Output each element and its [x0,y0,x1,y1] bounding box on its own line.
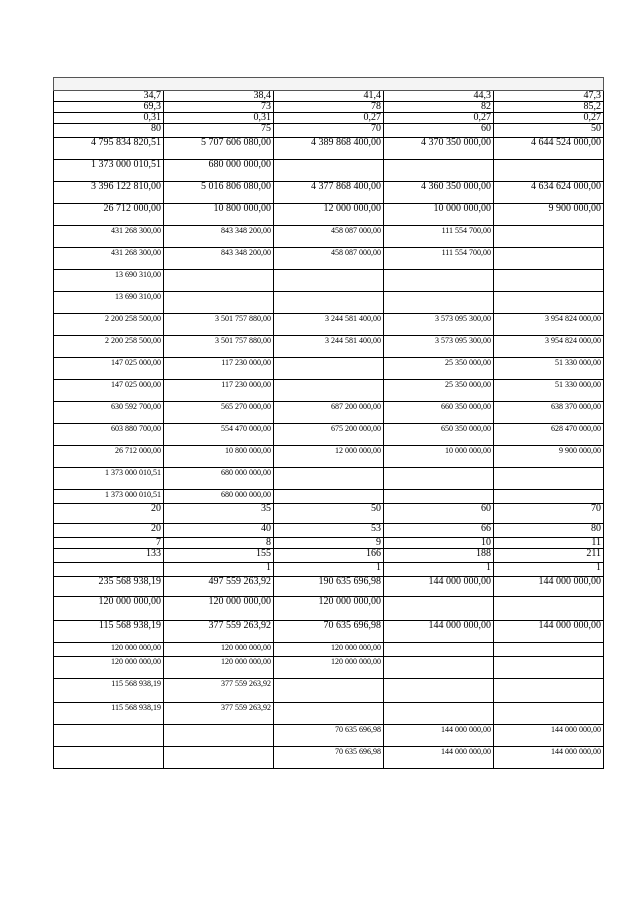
table-row [54,292,604,314]
table-cell: 5 707 606 080,00 [164,138,274,160]
table-cell: 20 [54,504,164,524]
table-cell: 10 [384,538,494,549]
table-cell: 3 396 122 810,00 [54,182,164,204]
table-cell: 565 270 000,00 [164,402,274,424]
table-cell: 144 000 000,00 [494,725,604,747]
table-cell: 458 087 000,00 [274,248,384,270]
table-cell [384,270,494,292]
table-cell: 1 [494,563,604,577]
table-cell: 4 360 350 000,00 [384,182,494,204]
table-cell: 2 200 258 500,00 [54,314,164,336]
table-cell: 3 573 095 300,00 [384,336,494,358]
table-cell: 377 559 263,92 [164,703,274,725]
table-cell: 630 592 700,00 [54,402,164,424]
table-cell: 660 350 000,00 [384,402,494,424]
table-row [54,102,604,113]
table-cell: 120 000 000,00 [54,643,164,657]
table-cell: 115 568 938,19 [54,621,164,643]
table-cell: 10 000 000,00 [384,446,494,468]
table-cell: 0,27 [494,113,604,124]
table-cell: 111 554 700,00 [384,248,494,270]
table-cell: 51 330 000,00 [494,358,604,380]
table-cell: 0,31 [54,113,164,124]
table-cell: 144 000 000,00 [494,747,604,769]
table-cell: 13 690 310,00 [54,270,164,292]
table-cell: 51 330 000,00 [494,380,604,402]
table-cell: 3 501 757 880,00 [164,314,274,336]
table-cell: 25 350 000,00 [384,380,494,402]
table-cell: 26 712 000,00 [54,204,164,226]
table-cell [494,270,604,292]
table-cell: 843 348 200,00 [164,248,274,270]
table-cell: 9 [274,538,384,549]
table-cell: 431 268 300,00 [54,226,164,248]
table-row [54,204,604,226]
table-cell: 120 000 000,00 [274,597,384,621]
table-cell: 4 795 834 820,51 [54,138,164,160]
table-row [54,160,604,182]
table-cell: 120 000 000,00 [54,597,164,621]
table-cell: 34,7 [54,91,164,102]
table-row [54,446,604,468]
table-cell: 115 568 938,19 [54,703,164,725]
table-cell [494,657,604,679]
table-cell: 144 000 000,00 [384,747,494,769]
table-row [54,226,604,248]
table-cell: 25 350 000,00 [384,358,494,380]
table-cell: 60 [384,504,494,524]
table-row [54,549,604,563]
table-cell: 66 [384,524,494,538]
table-cell: 4 370 350 000,00 [384,138,494,160]
table-cell: 4 634 624 000,00 [494,182,604,204]
table-cell: 155 [164,549,274,563]
table-cell [494,468,604,490]
table-cell: 0,27 [384,113,494,124]
table-row [54,424,604,446]
table-cell: 2 200 258 500,00 [54,336,164,358]
table-cell: 120 000 000,00 [164,597,274,621]
table-cell: 166 [274,549,384,563]
table-cell: 120 000 000,00 [274,643,384,657]
table-cell: 1 [384,563,494,577]
table-cell [274,292,384,314]
table-cell: 9 900 000,00 [494,446,604,468]
table-cell [164,270,274,292]
table-cell [494,160,604,182]
table-cell [494,643,604,657]
table-cell: 147 025 000,00 [54,380,164,402]
table-cell [274,468,384,490]
table-cell: 3 954 824 000,00 [494,336,604,358]
table-cell [274,270,384,292]
table-cell [274,380,384,402]
table-row [54,725,604,747]
table-cell: 1 [164,563,274,577]
table-cell: 120 000 000,00 [54,657,164,679]
table-cell: 3 573 095 300,00 [384,314,494,336]
table-cell: 4 377 868 400,00 [274,182,384,204]
table-cell: 50 [494,124,604,138]
table-cell: 44,3 [384,91,494,102]
table-row [54,358,604,380]
table-row [54,314,604,336]
table-cell: 38,4 [164,91,274,102]
table-cell: 40 [164,524,274,538]
table-cell: 70 635 696,98 [274,725,384,747]
table-cell: 117 230 000,00 [164,358,274,380]
table-cell [384,160,494,182]
table-cell: 53 [274,524,384,538]
table-cell: 1 [274,563,384,577]
table-cell: 73 [164,102,274,113]
table-cell: 70 [494,504,604,524]
table-cell [384,703,494,725]
table-cell [494,679,604,703]
table-cell: 1 373 000 010,51 [54,160,164,182]
table-cell: 377 559 263,92 [164,621,274,643]
table-cell: 20 [54,524,164,538]
table-cell: 144 000 000,00 [384,621,494,643]
table-cell: 1 373 000 010,51 [54,490,164,504]
table-cell: 82 [384,102,494,113]
table-cell [274,490,384,504]
table-cell: 12 000 000,00 [274,204,384,226]
table-cell: 144 000 000,00 [494,577,604,597]
table-cell [164,292,274,314]
table-cell: 4 644 524 000,00 [494,138,604,160]
table-cell [164,725,274,747]
table-cell [494,597,604,621]
table-cell: 7 [54,538,164,549]
table-cell: 458 087 000,00 [274,226,384,248]
table-row [54,490,604,504]
table-cell: 80 [54,124,164,138]
table-cell: 843 348 200,00 [164,226,274,248]
table-cell: 13 690 310,00 [54,292,164,314]
table-cell: 188 [384,549,494,563]
table-cell: 497 559 263,92 [164,577,274,597]
table-cell: 10 800 000,00 [164,204,274,226]
table-cell [494,490,604,504]
table-cell: 70 635 696,98 [274,747,384,769]
table-cell: 680 000 000,00 [164,160,274,182]
table-cell: 675 200 000,00 [274,424,384,446]
table-cell: 85,2 [494,102,604,113]
table-cell: 120 000 000,00 [164,643,274,657]
table-row [54,124,604,138]
table-row [54,597,604,621]
table-cell: 8 [164,538,274,549]
table-cell: 680 000 000,00 [164,490,274,504]
table-row [54,138,604,160]
table-cell [274,160,384,182]
table-cell: 147 025 000,00 [54,358,164,380]
table-cell: 1 373 000 010,51 [54,468,164,490]
table-cell: 41,4 [274,91,384,102]
table-row [54,468,604,490]
table-cell: 144 000 000,00 [384,577,494,597]
table-cell [384,490,494,504]
table-cell: 133 [54,549,164,563]
table-row [54,248,604,270]
table-cell: 603 880 700,00 [54,424,164,446]
table-row [54,113,604,124]
table-cell: 431 268 300,00 [54,248,164,270]
table-cell: 111 554 700,00 [384,226,494,248]
table-cell: 10 000 000,00 [384,204,494,226]
table-cell: 0,31 [164,113,274,124]
table-row [54,336,604,358]
table-cell: 75 [164,124,274,138]
table-cell [384,292,494,314]
table-row [54,621,604,643]
table-cell: 120 000 000,00 [274,657,384,679]
table-cell: 50 [274,504,384,524]
table-body [54,78,604,769]
table-cell: 687 200 000,00 [274,402,384,424]
table-cell: 628 470 000,00 [494,424,604,446]
table-cell: 211 [494,549,604,563]
table-row [54,657,604,679]
table-cell: 554 470 000,00 [164,424,274,446]
table-cell [54,563,164,577]
header-cell [54,78,604,91]
table-row [54,679,604,703]
table-cell: 117 230 000,00 [164,380,274,402]
table-cell: 120 000 000,00 [164,657,274,679]
table-row [54,577,604,597]
table-cell [494,703,604,725]
table-cell: 650 350 000,00 [384,424,494,446]
financial-table [53,77,604,769]
table-cell [494,226,604,248]
table-cell: 638 370 000,00 [494,402,604,424]
table-cell: 3 954 824 000,00 [494,314,604,336]
table-cell [274,679,384,703]
table-cell [274,703,384,725]
table-cell: 78 [274,102,384,113]
table-cell: 12 000 000,00 [274,446,384,468]
table-cell: 680 000 000,00 [164,468,274,490]
table-cell [384,657,494,679]
table-cell: 144 000 000,00 [384,725,494,747]
table-cell: 11 [494,538,604,549]
table-row [54,563,604,577]
table-row [54,538,604,549]
table-cell: 26 712 000,00 [54,446,164,468]
table-row [54,703,604,725]
table-cell: 80 [494,524,604,538]
table-cell: 190 635 696,98 [274,577,384,597]
table-cell: 144 000 000,00 [494,621,604,643]
table-cell: 70 635 696,98 [274,621,384,643]
table-cell: 4 389 868 400,00 [274,138,384,160]
table-cell: 5 016 806 080,00 [164,182,274,204]
table-cell: 10 800 000,00 [164,446,274,468]
table-row [54,504,604,524]
table-row [54,380,604,402]
table-cell: 3 501 757 880,00 [164,336,274,358]
table-cell [54,747,164,769]
table-header-row [54,78,604,91]
table-cell: 69,3 [54,102,164,113]
table-cell: 3 244 581 400,00 [274,314,384,336]
table-cell [494,248,604,270]
table-row [54,270,604,292]
table-cell [384,468,494,490]
table-cell: 3 244 581 400,00 [274,336,384,358]
table-cell [274,358,384,380]
table-row [54,643,604,657]
table-cell: 377 559 263,92 [164,679,274,703]
table-row [54,747,604,769]
table-cell: 60 [384,124,494,138]
table-cell [494,292,604,314]
table-cell [384,597,494,621]
table-cell [164,747,274,769]
table-row [54,182,604,204]
table-cell: 47,3 [494,91,604,102]
data-sheet [53,77,603,769]
table-cell: 9 900 000,00 [494,204,604,226]
table-row [54,524,604,538]
table-cell: 115 568 938,19 [54,679,164,703]
table-cell [384,643,494,657]
table-cell: 235 568 938,19 [54,577,164,597]
table-cell: 35 [164,504,274,524]
table-cell [384,679,494,703]
table-cell: 70 [274,124,384,138]
table-cell [54,725,164,747]
table-cell: 0,27 [274,113,384,124]
table-row [54,91,604,102]
table-row [54,402,604,424]
